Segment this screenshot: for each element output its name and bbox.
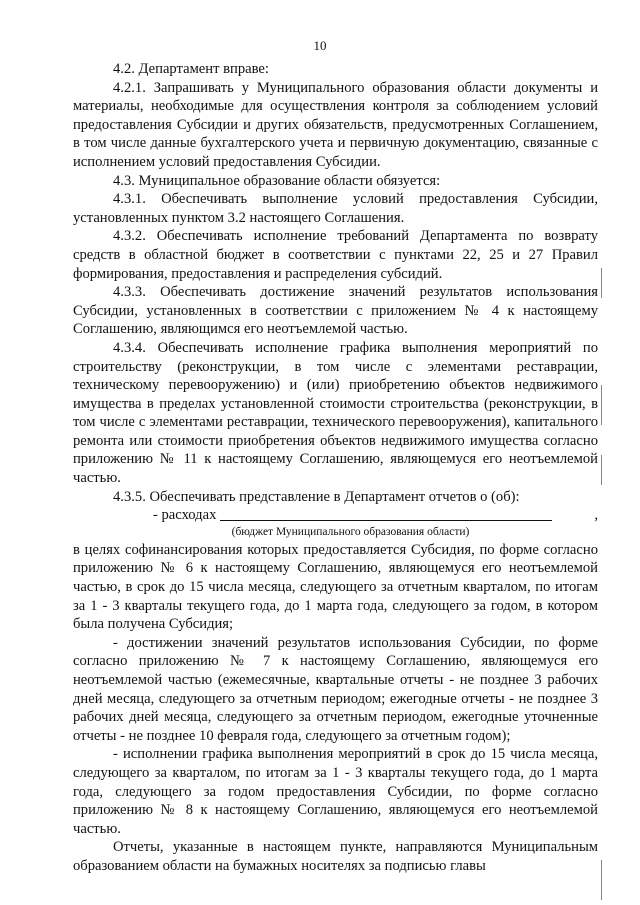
paragraph-4-3-3: 4.3.3. Обеспечивать достижение значений результатов использования Субсидии, установленных в соответствии с приложением № 4 к настоящему Соглашению, являющимся его неотъемлемой частью. xyxy=(73,284,598,338)
margin-scan-mark xyxy=(601,385,602,425)
document-body xyxy=(73,60,598,876)
expenses-comma: , xyxy=(594,507,598,524)
paragraph-4-3-4: 4.3.4. Обеспечивать исполнение графика выполнения мероприятий по строительству (реконструкции, в том числе с элементами реставрации, техническому перевооружению) и (или) приобретению объектов недвижимого имущества в пределах установленной стоимости строительства (реконструкции, в том числе с элементами реставрации, технического перевооружения), капитального ремонта или стоимости приобретения объектов недвижимого имущества согласно приложению № 11 к настоящему Соглашению, являющемуся его неотъемлемой частью. xyxy=(73,339,598,487)
paragraph-4-3: 4.3. Муниципальное образование области обязуется: xyxy=(113,172,441,189)
paragraph-results-report: - достижении значений результатов использования Субсидии, по форме согласно приложению № 7 к настоящему Соглашению, являющемуся его неотъемлемой частью (ежемесячные, квартальные отчеты - не позднее 3 рабочих дней месяца, следующего за отчетным периодом; ежегодные отчеты - не позднее 3 рабочих дней месяца, следующего за отчетным периодом, ежегодные уточненные отчеты - не позднее 10 февраля года, следующего за отчетным годом); xyxy=(73,634,598,744)
margin-scan-mark xyxy=(601,860,602,900)
paragraph-expenses-detail: в целях софинансирования которых предоставляется Субсидия, по форме согласно приложению № 6 к настоящему Соглашению, являющемуся его неотъемлемой частью, в срок до 15 числа месяца, следующего за отчетным кварталом, по итогам за 1 - 3 кварталы текущего года, до 1 марта года, следующего за годом, в котором была получена Субсидия; xyxy=(73,541,598,633)
paragraph-4-3-1: 4.3.1. Обеспечивать выполнение условий предоставления Субсидии, установленных пунктом 3.2 настоящего Соглашения. xyxy=(73,191,598,226)
expenses-line xyxy=(73,506,598,525)
paragraph-schedule-report: - исполнении графика выполнения мероприятий в срок до 15 числа месяца, следующего за кварталом, по итогам за 1 - 3 кварталы текущего года, до 1 марта года, следующего за годом предоставления Субсидии, по форме согласно приложению № 8 к настоящему Соглашению, являющемуся его неотъемлемой частью. xyxy=(73,746,598,837)
paragraph-4-2: 4.2. Департамент вправе: xyxy=(113,61,269,77)
margin-scan-mark xyxy=(601,455,602,485)
page-number: 10 xyxy=(313,38,327,53)
margin-scan-mark xyxy=(601,268,602,298)
expenses-caption: (бюджет Муниципального образования области) xyxy=(231,525,470,538)
paragraph-4-3-5: 4.3.5. Обеспечивать представление в Департамент отчетов о (об): xyxy=(113,488,520,505)
paragraph-reports-submission: Отчеты, указанные в настоящем пункте, направляются Муниципальным образованием области на бумажных носителях за подписью главы xyxy=(73,839,598,874)
expenses-blank-line xyxy=(220,520,552,521)
paragraph-4-3-2: 4.3.2. Обеспечивать исполнение требований Департамента по возврату средств в областной бюджет в соответствии с пунктами 22, 25 и 27 Правил формирования, предоставления и распределения субсидий. xyxy=(73,228,598,282)
paragraph-4-2-1: 4.2.1. Запрашивать у Муниципального образования области документы и материалы, необходимые для осуществления контроля за соблюдением условий предоставления Субсидии и других обязательств, предусмотренных Соглашением, в том числе данные бухгалтерского учета и первичную документацию, связанные с исполнением условий предоставления Субсидии. xyxy=(73,79,598,170)
expenses-label: - расходах xyxy=(153,507,217,524)
